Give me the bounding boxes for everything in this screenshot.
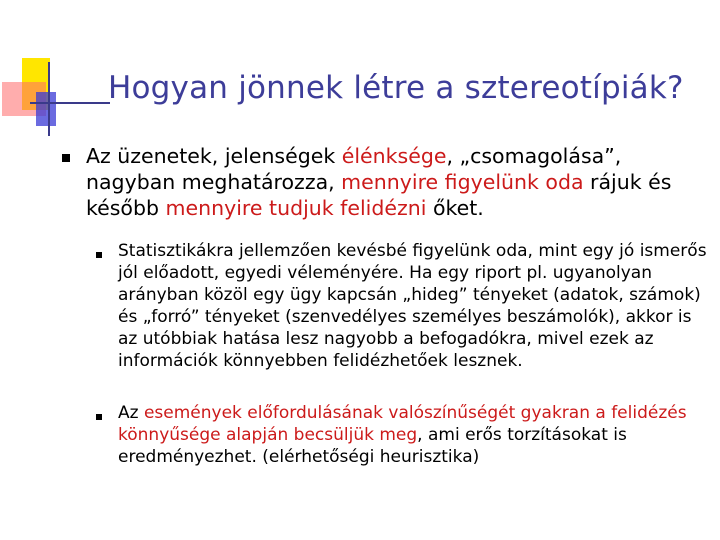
sub-bullet-marker [96,252,102,258]
highlight-span: események előfordulásának valószínűségét gyakran a felidézés könnyűsége alapján becsüljük meg [118,403,687,445]
text-span: őket. [426,196,484,220]
main-bullet-text [86,143,706,221]
sub-bullet-1-text: Statisztikákra jellemzően kevésbé figyelünk oda, mint egy jó ismerős jól előadott, egyedi véleményére. Ha egy riport pl. ugyanolyan arányban közöl egy ügy kapcsán „hideg” tényeket (adatok, számok) és „forró” tényeket (szenvedélyes személyes beszámolók), akkor is az utóbbiak hatása lesz nagyobb a befogadókra, mivel ezek az információk könnyebben felidézhetőek lesznek. [118,241,707,371]
text-span: Az [118,403,144,423]
decorative-emblem [0,0,110,140]
blue-square [36,92,56,126]
text-span: Az üzenetek, jelenségek [86,144,342,168]
highlight-span: mennyire tudjuk felidézni [165,196,427,220]
sub-bullet-marker [96,414,102,420]
text-span: rájuk és később [86,170,672,220]
text-span: , „csomagolása”, nagyban meghatározza, [86,144,622,194]
highlight-span: élénksége [341,144,447,168]
sub-bullet-2-text [118,402,708,468]
slide-title: Hogyan jönnek létre a sztereotípiák? [108,70,684,106]
highlight-span: mennyire figyelünk oda [341,170,584,194]
bullet-marker [62,154,70,162]
vertical-line [48,62,50,136]
text-span: , ami erős torzításokat is eredményezhet. (elérhetőségi heurisztika) [118,425,627,467]
horizontal-line [30,102,110,104]
